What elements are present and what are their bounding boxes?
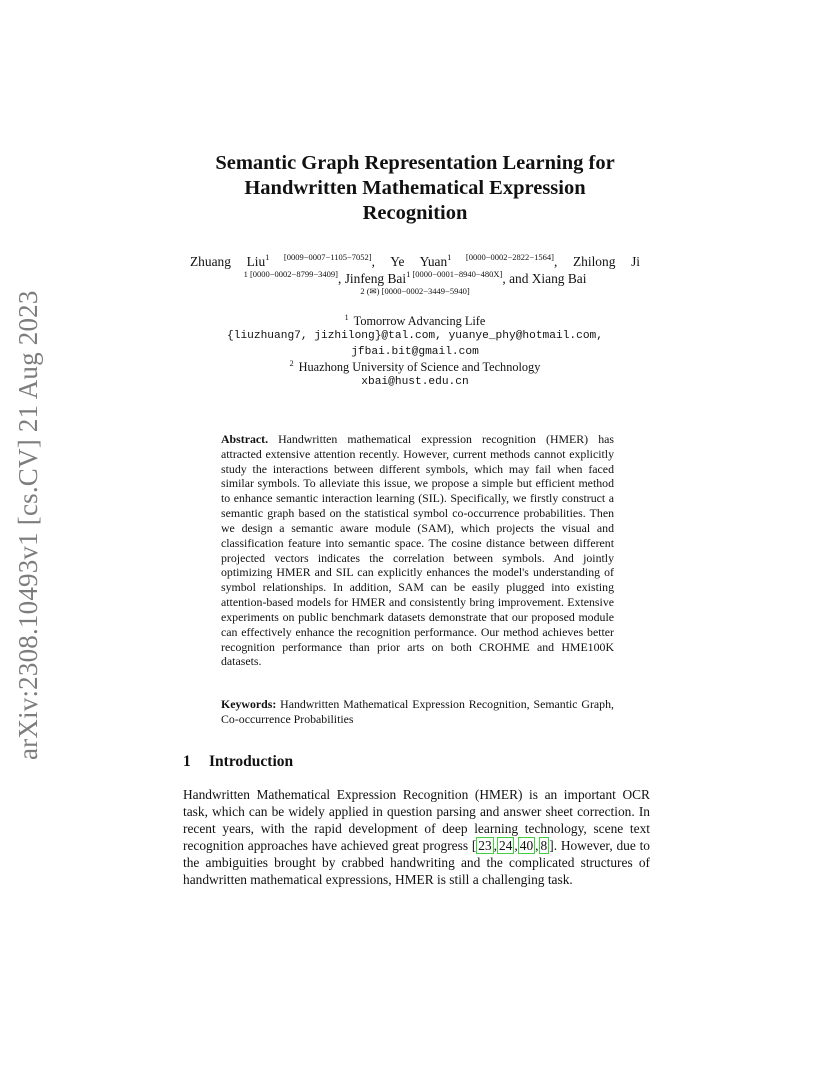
affiliation-email[interactable]: xbai@hust.edu.cn xyxy=(361,376,469,389)
keywords xyxy=(221,697,614,727)
abstract-label: Abstract. xyxy=(221,432,269,446)
intro-text: . However, due to the ambiguities brought by crabbed handwriting and the complicated structures of handwritten mathematical expressions, HMER is still a challenging task. xyxy=(183,838,650,888)
title-line-2: Handwritten Mathematical Expression xyxy=(244,177,586,199)
citation-group: [ 23 , 24 , 40 , 8 ] xyxy=(471,838,554,854)
author-orcid[interactable]: 1 [0000−0002−2822−1564] xyxy=(447,252,554,262)
section-title: Introduction xyxy=(209,753,294,770)
affiliation-number: 1 xyxy=(344,313,349,322)
author-name: Ye Yuan xyxy=(390,254,448,269)
citation-link[interactable]: 8 xyxy=(540,838,548,854)
author-name: Xiang Bai xyxy=(531,271,587,286)
affiliations xyxy=(190,314,640,390)
section-number: 1 xyxy=(183,753,191,770)
affiliation-name: Huazhong University of Science and Technology xyxy=(298,359,541,374)
arxiv-identifier-stamp: arXiv:2308.10493v1 [cs.CV] 21 Aug 2023 xyxy=(13,290,43,760)
author-orcid[interactable]: 2 (✉) [0000−0002−3449−5940] xyxy=(360,286,470,296)
author-orcid[interactable]: 1 [0009−0007−1105−7052] xyxy=(265,252,372,262)
abstract-text: Handwritten mathematical expression recognition (HMER) has attracted extensive attention recently. However, current methods cannot explicitly study the interactions between different symbols, which may fail when faced similar symbols. To alleviate this issue, we propose a simple but efficient method to enhance semantic interaction learning (SIL). Specifically, we firstly construct a semantic graph based on the statistical symbol co-occurrence probabilities. Then we design a semantic aware module (SAM), which projects the visual and classification feature into semantic space. The cosine distance between different projected vectors indicates the correlation between symbols. And jointly optimizing HMER and SIL can explicitly enhances the model's understanding of symbol relationships. In addition, SAM can be easily plugged into existing attention-based models for HMER and consistently bring improvement. Extensive experiments on public benchmark datasets demonstrate that our proposed module can effectively enhance the recognition performance. Our method achieves better recognition performance than prior arts on both CROHME and HME100K datasets. xyxy=(221,432,614,669)
citation-link[interactable]: 24 xyxy=(499,838,513,854)
intro-paragraph xyxy=(183,786,650,888)
affiliation-number: 2 xyxy=(289,358,294,368)
author-name: Jinfeng Bai xyxy=(344,271,407,286)
paper-title xyxy=(165,151,665,226)
title-line-1: Semantic Graph Representation Learning for xyxy=(215,152,615,174)
citation-link[interactable]: 23 xyxy=(478,838,492,854)
author-list: Zhuang Liu$^{1 [0009-0007-1105-7052]}$, Ye Yuan$^{1 [0000-0002-2822-1564]}$, Zhilong Ji $^{1 [0000-0002-8799-3409]}$, Jinfeng Bai$^{1 [0000-0001-8940-480X]}$, and Xiang Bai $^{2 (✉) [0000-0002-3449-5940]}$ xyxy=(190,252,641,296)
affiliation-emails[interactable]: {liuzhuang7, jizhilong}@tal.com, yuanye_phy@hotmail.com, xyxy=(227,330,603,343)
keywords-text: Handwritten Mathematical Expression Recognition, Semantic Graph, Co-occurrence Probabilities xyxy=(221,697,614,726)
affiliation-emails[interactable]: jfbai.bit@gmail.com xyxy=(351,345,479,358)
author-name: Zhilong Ji xyxy=(572,254,641,269)
author-orcid[interactable]: 1 [0000−0001−8940−480X] xyxy=(406,269,503,279)
affiliation-name: Tomorrow Advancing Life xyxy=(353,314,486,328)
abstract xyxy=(221,432,614,669)
keywords-label: Keywords: xyxy=(221,697,277,711)
author-orcid[interactable]: 1 [0000−0002−8799−3409] xyxy=(243,269,338,279)
author-name: Zhuang Liu xyxy=(190,254,266,269)
citation-link[interactable]: 40 xyxy=(519,838,534,854)
title-line-3: Recognition xyxy=(362,202,468,224)
intro-text: Handwritten Mathematical Expression Recognition (HMER) is an important OCR task, which can be widely applied in question parsing and answer sheet correction. In recent years, with the rapid development of deep learning technology, scene text recognition approaches have achieved great progress xyxy=(183,787,650,854)
section-heading xyxy=(183,753,293,771)
